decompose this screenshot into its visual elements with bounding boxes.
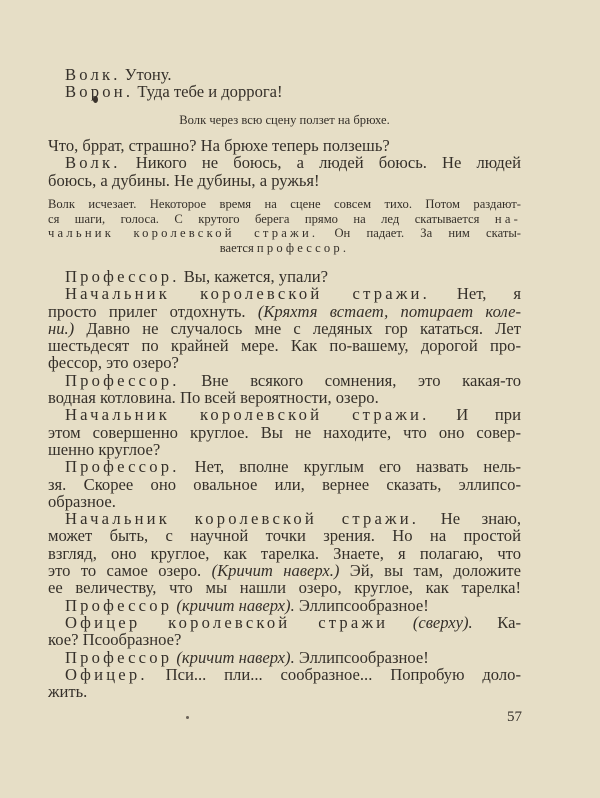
text-line (48, 241, 521, 256)
dialogue-block (48, 268, 521, 700)
stage-remark: (Кричит наверх.) (211, 561, 340, 581)
dialogue-text (388, 613, 413, 632)
dialogue-text: жить. (48, 682, 88, 702)
dialogue-text: Эй, вы там, доложите (339, 561, 521, 581)
stage-remark: (сверху). (412, 612, 473, 632)
text-line (48, 649, 521, 666)
speaker-name: Начальник королевской стражи. (65, 405, 430, 425)
text-line (48, 683, 521, 700)
dialogue-text: Нет, вполне круглым его назвать нель- (179, 457, 521, 477)
text-line (48, 597, 521, 614)
speaker-name: профессор. (256, 240, 350, 255)
text-line (48, 137, 521, 154)
speaker-name: Профессор. (65, 457, 180, 477)
text-line (48, 172, 521, 189)
dialogue-text: ся шаги, голоса. С крутого берега прямо на лед скатывается (48, 211, 495, 226)
speaker-name: Профессор (65, 647, 173, 667)
text-line (48, 527, 521, 544)
text-line (48, 389, 521, 406)
text-line (48, 441, 521, 458)
dialogue-text: образное. (48, 491, 116, 511)
stage-direction (48, 197, 521, 255)
text-line (48, 493, 521, 510)
dialogue-text: Туда тебе и доррога! (133, 82, 283, 102)
text-line (48, 562, 521, 579)
speaker-name: на- (494, 211, 521, 226)
text-line (48, 372, 521, 389)
dialogue-text: Волк исчезает. Некоторое время на сцене совсем тихо. Потом раздают- (48, 197, 521, 211)
dialogue-text: кое? Псообразное? (48, 630, 182, 650)
text-line (48, 320, 521, 337)
text-line (48, 458, 521, 475)
text-line (48, 614, 521, 631)
dialogue-text: Он падает. За ним скаты- (318, 226, 521, 241)
dialogue-text: взгляд, оно круглое, как тарелка. Знаете, я полагаю, что (48, 543, 521, 563)
dialogue-text: Вне всякого сомнения, это какая-то (179, 370, 521, 390)
speaker-name: Профессор. (65, 370, 180, 390)
dialogue-text: зя. Скорее оно овальное или, вернее сказать, эллипсо- (48, 474, 521, 494)
dialogue-text: вается (219, 240, 257, 255)
text-line (48, 197, 521, 212)
dialogue-text: шестьдесят по крайней мере. Как по-вашему, дорогой про- (48, 336, 521, 356)
text-line (48, 83, 521, 100)
dialogue-text: может быть, с научной точки зрения. Но на простой (48, 526, 521, 546)
dialogue-text: И при (429, 405, 521, 425)
dialogue-text: шенно круглое? (48, 439, 161, 459)
stage-remark: ни.) (48, 318, 75, 338)
dialogue-text: просто прилег отдохнуть. (48, 301, 258, 321)
dialogue-text: Ка- (472, 612, 521, 632)
dialogue-text: Нет, я (429, 284, 521, 304)
dialogue-text: водная котловина. По всей вероятности, озеро. (48, 388, 379, 408)
speaker-name: Офицер королевской стражи (65, 612, 389, 632)
text-line (48, 545, 521, 562)
speaker-name: Ворон. (65, 82, 134, 102)
dialogue-block (48, 137, 521, 189)
page-number: 57 (507, 709, 522, 725)
stage-remark: (кричит наверх). (176, 595, 295, 615)
text-line (48, 337, 521, 354)
speaker-name: Начальник королевской стражи. (65, 284, 430, 304)
dialogue-text: Давно не случалось мне с ледяных гор кататься. Лет (74, 318, 521, 338)
text-line (48, 666, 521, 683)
dialogue-text: Что, бррат, страшно? На брюхе теперь ползешь? (48, 136, 390, 155)
dialogue-text: боюсь, а дубины. Не дубины, а ружья! (48, 170, 320, 190)
dialogue-text: это то самое озеро. (48, 561, 212, 581)
text-line (48, 476, 521, 493)
dialogue-text: Пси... пли... сообразное... Попробую доло- (147, 664, 521, 684)
text-line (48, 424, 521, 441)
text-line (48, 354, 521, 371)
speaker-name: Волк. (65, 153, 121, 173)
dialogue-text: Вы, кажется, упали? (179, 267, 329, 286)
dialogue-text: ее величеству, что мы нашли озеро, круглое, как тарелка! (48, 578, 521, 598)
stage-direction (48, 113, 521, 128)
dialogue-text: Никого не боюсь, а людей боюсь. Не людей (120, 153, 521, 173)
text-line (48, 226, 521, 241)
text-line (48, 212, 521, 227)
dialogue-text: Не знаю, (419, 509, 521, 529)
dialogue-text: Эллипсообразное! (294, 647, 429, 667)
stage-remark: (кричит наверх). (176, 647, 295, 667)
text-line (48, 303, 521, 320)
text-line (48, 510, 521, 527)
text-line (48, 406, 521, 423)
text-line (48, 268, 521, 285)
text-line (48, 113, 521, 128)
speaker-name: Офицер. (65, 664, 148, 684)
dialogue-block (48, 66, 521, 101)
dialogue-text: этом совершенно круглое. Вы не находите, что оно совер- (48, 422, 521, 442)
speaker-name: Начальник королевской стражи. (65, 509, 420, 529)
dialogue-text: Утону. (120, 65, 172, 84)
speaker-name: чальник королевской стражи. (48, 226, 319, 241)
text-line (48, 285, 521, 302)
text-line (48, 154, 521, 171)
dialogue-text: Волк через всю сцену ползет на брюхе. (179, 113, 390, 127)
dialogue-text: Эллипсообразное! (294, 595, 429, 615)
stage-remark: (Кряхтя встает, потирает коле- (257, 301, 521, 321)
text-line (48, 579, 521, 596)
dialogue-text: фессор, это озеро? (48, 353, 179, 373)
ink-speck (186, 716, 189, 719)
speaker-name: Волк. (65, 65, 121, 84)
speaker-name: Профессор (65, 595, 173, 615)
text-line (48, 631, 521, 648)
speaker-name: Профессор. (65, 267, 180, 286)
text-line (48, 66, 521, 83)
